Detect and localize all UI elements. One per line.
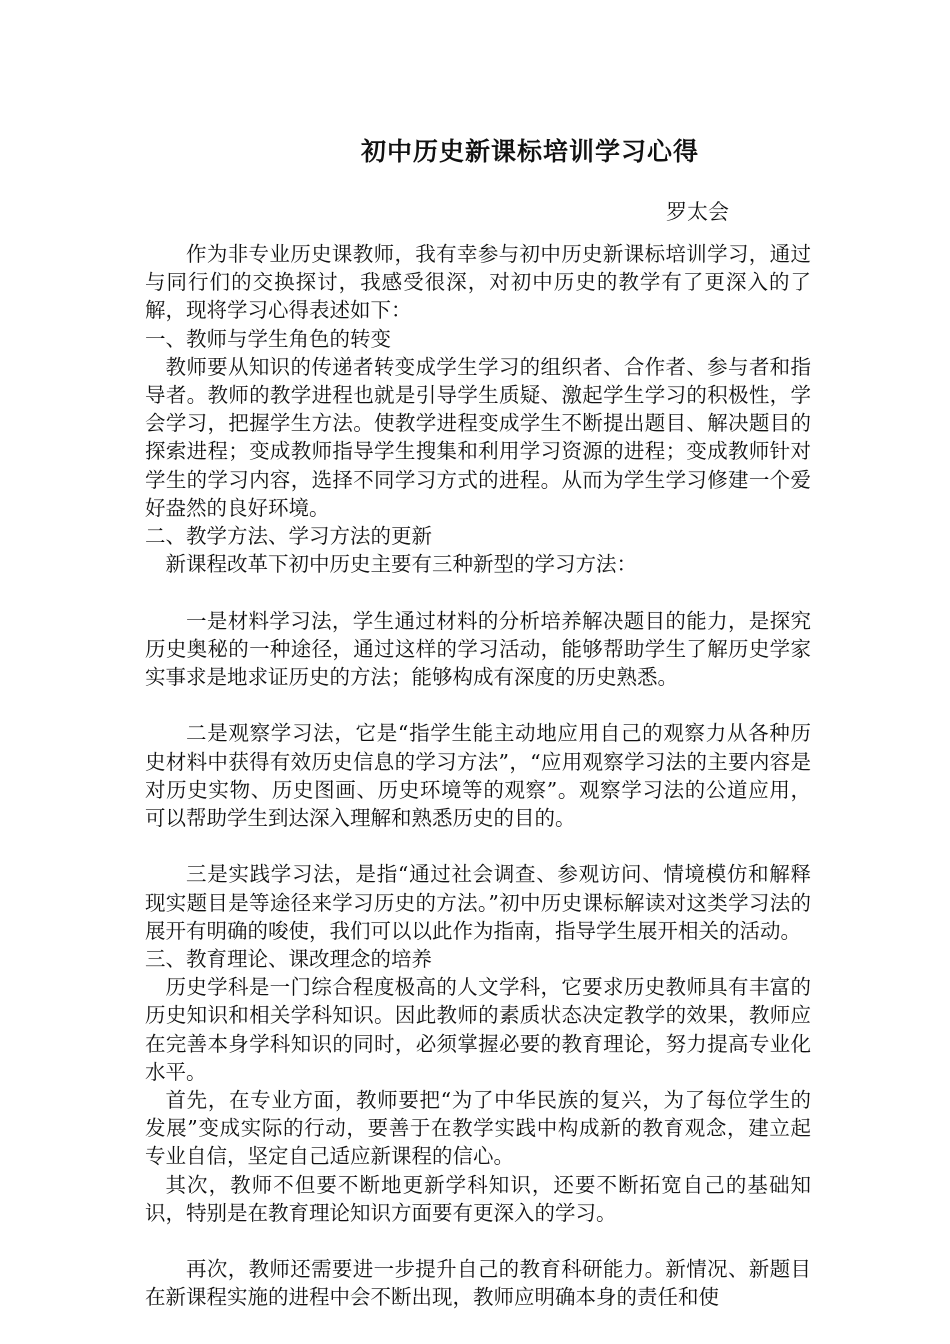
section-heading-1: 一、教师与学生角色的转变 xyxy=(145,326,391,351)
method-2-paragraph: 二是观察学习法，它是“指学生能主动地应用自己的观察力从各种历史材料中获得有效历史信息的学习方法”，“应用观察学习法的主要内容是对历史实物、历史图画、历史环境等的观察”。观察学习法的公道应用，可以帮助学生到达深入理解和熟悉历史的目的。 xyxy=(145,721,811,831)
blank-line xyxy=(145,578,811,606)
blank-line xyxy=(145,1227,811,1255)
document-title: 初中历史新课标培训学习心得 xyxy=(360,137,699,166)
section-1-paragraph: 教师要从知识的传递者转变成学生学习的组织者、合作者、参与者和指导者。教师的教学进程也就是引导学生质疑、激起学生学习的积极性，学会学习，把握学生方法。使教学进程变成学生不断提出题目、解决题目的探索进程；变成教师指导学生搜集和利用学习资源的进程；变成教师针对学生的学习内容，选择不同学习方式的进程。从而为学生学习修建一个爱好盎然的良好环境。 xyxy=(145,354,811,520)
blank-line xyxy=(145,832,811,860)
section-3-paragraph: 历史学科是一门综合程度极高的人文学科，它要求历史教师具有丰富的历史知识和相关学科知识。因此教师的素质状态决定教学的效果，教师应在完善本身学科知识的同时，必须掌握必要的教育理论，努力提高专业化水平。 xyxy=(145,975,811,1084)
document-body xyxy=(145,240,811,1312)
method-3-paragraph: 三是实践学习法，是指“通过社会调查、参观访问、情境模仿和解释现实题目是等途径来学习历史的方法。”初中历史课标解读对这类学习法的展开有明确的唆使，我们可以以此作为指南，指导学生展开相关的活动。 xyxy=(145,862,811,943)
intro-paragraph: 作为非专业历史课教师，我有幸参与初中历史新课标培训学习，通过与同行们的交换探讨，我感受很深，对初中历史的教学有了更深入的了解，现将学习心得表述如下： xyxy=(145,242,811,323)
secondly-paragraph: 其次，教师不但要不断地更新学科知识，还要不断拓宽自己的基础知识，特别是在教育理论知识方面要有更深入的学习。 xyxy=(145,1172,811,1225)
section-heading-2: 二、教学方法、学习方法的更新 xyxy=(145,524,432,549)
firstly-paragraph: 首先，在专业方面，教师要把“为了中华民族的复兴，为了每位学生的发展”变成实际的行动，要善于在教学实践中构成新的教育观念，建立起专业自信，坚定自己适应新课程的信心。 xyxy=(145,1088,811,1169)
method-1-paragraph: 一是材料学习法，学生通过材料的分析培养解决题目的能力，是探究历史奥秘的一种途径，通过这样的学习活动，能够帮助学生了解历史学家实事求是地求证历史的方法；能够构成有深度的历史熟悉。 xyxy=(145,608,811,690)
blank-line xyxy=(145,691,811,719)
section-2-intro: 新课程改革下初中历史主要有三种新型的学习方法： xyxy=(165,552,637,577)
thirdly-paragraph: 再次，教师还需要进一步提升自己的教育科研能力。新情况、新题目在新课程实施的进程中会不断出现，教师应明确本身的责任和使 xyxy=(145,1257,811,1310)
author-name: 罗太会 xyxy=(666,200,729,224)
section-heading-3: 三、教育理论、课改理念的培养 xyxy=(145,947,432,972)
